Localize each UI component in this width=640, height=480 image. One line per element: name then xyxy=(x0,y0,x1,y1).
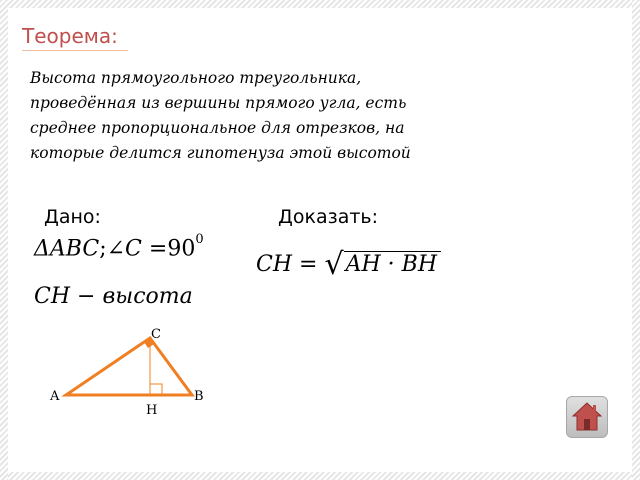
home-button[interactable] xyxy=(566,396,608,438)
theorem-statement xyxy=(30,66,550,166)
slide-border-left xyxy=(0,0,8,480)
condition-word: высота xyxy=(102,284,193,309)
degree-mark: 0 xyxy=(195,232,204,247)
given-condition xyxy=(34,284,193,309)
given-formula xyxy=(34,232,204,262)
condition-segment: CH xyxy=(34,284,71,309)
slide-border-bottom xyxy=(0,472,640,480)
sqrt-symbol: √ xyxy=(324,247,344,282)
statement-line: которые делится гипотенуза этой высотой xyxy=(30,144,411,162)
label-h: H xyxy=(146,403,158,418)
label-a: A xyxy=(50,389,60,404)
given-label: Дано: xyxy=(44,206,101,228)
label-b: B xyxy=(194,389,204,404)
separator: ; xyxy=(99,236,107,262)
home-icon xyxy=(567,397,607,437)
triangle-abc xyxy=(66,338,192,395)
statement-line: Высота прямоугольного треугольника, xyxy=(30,69,362,87)
triangle-figure xyxy=(40,322,220,422)
title-underline xyxy=(22,50,128,51)
angle-symbol: ∠C xyxy=(106,236,142,262)
statement-line: среднее пропорциональное для отрезков, на xyxy=(30,119,405,137)
sqrt-radicand: AH · BH xyxy=(344,251,441,277)
prove-left: CH xyxy=(256,252,293,277)
angle-value: 90 xyxy=(167,236,196,262)
prove-formula xyxy=(256,244,441,282)
condition-dash: − xyxy=(77,284,96,309)
slide-border-top xyxy=(0,0,640,8)
equals-sign: = xyxy=(148,236,168,262)
slide-border-right xyxy=(632,0,640,480)
statement-line: проведённая из вершины прямого угла, есть xyxy=(30,94,407,112)
slide-title: Теорема: xyxy=(22,24,118,48)
triangle-symbol: ΔABC xyxy=(34,236,100,262)
right-angle-mark-h xyxy=(150,384,162,395)
prove-label: Доказать: xyxy=(278,206,379,228)
prove-equals: = xyxy=(299,252,318,277)
label-c: C xyxy=(151,327,161,342)
